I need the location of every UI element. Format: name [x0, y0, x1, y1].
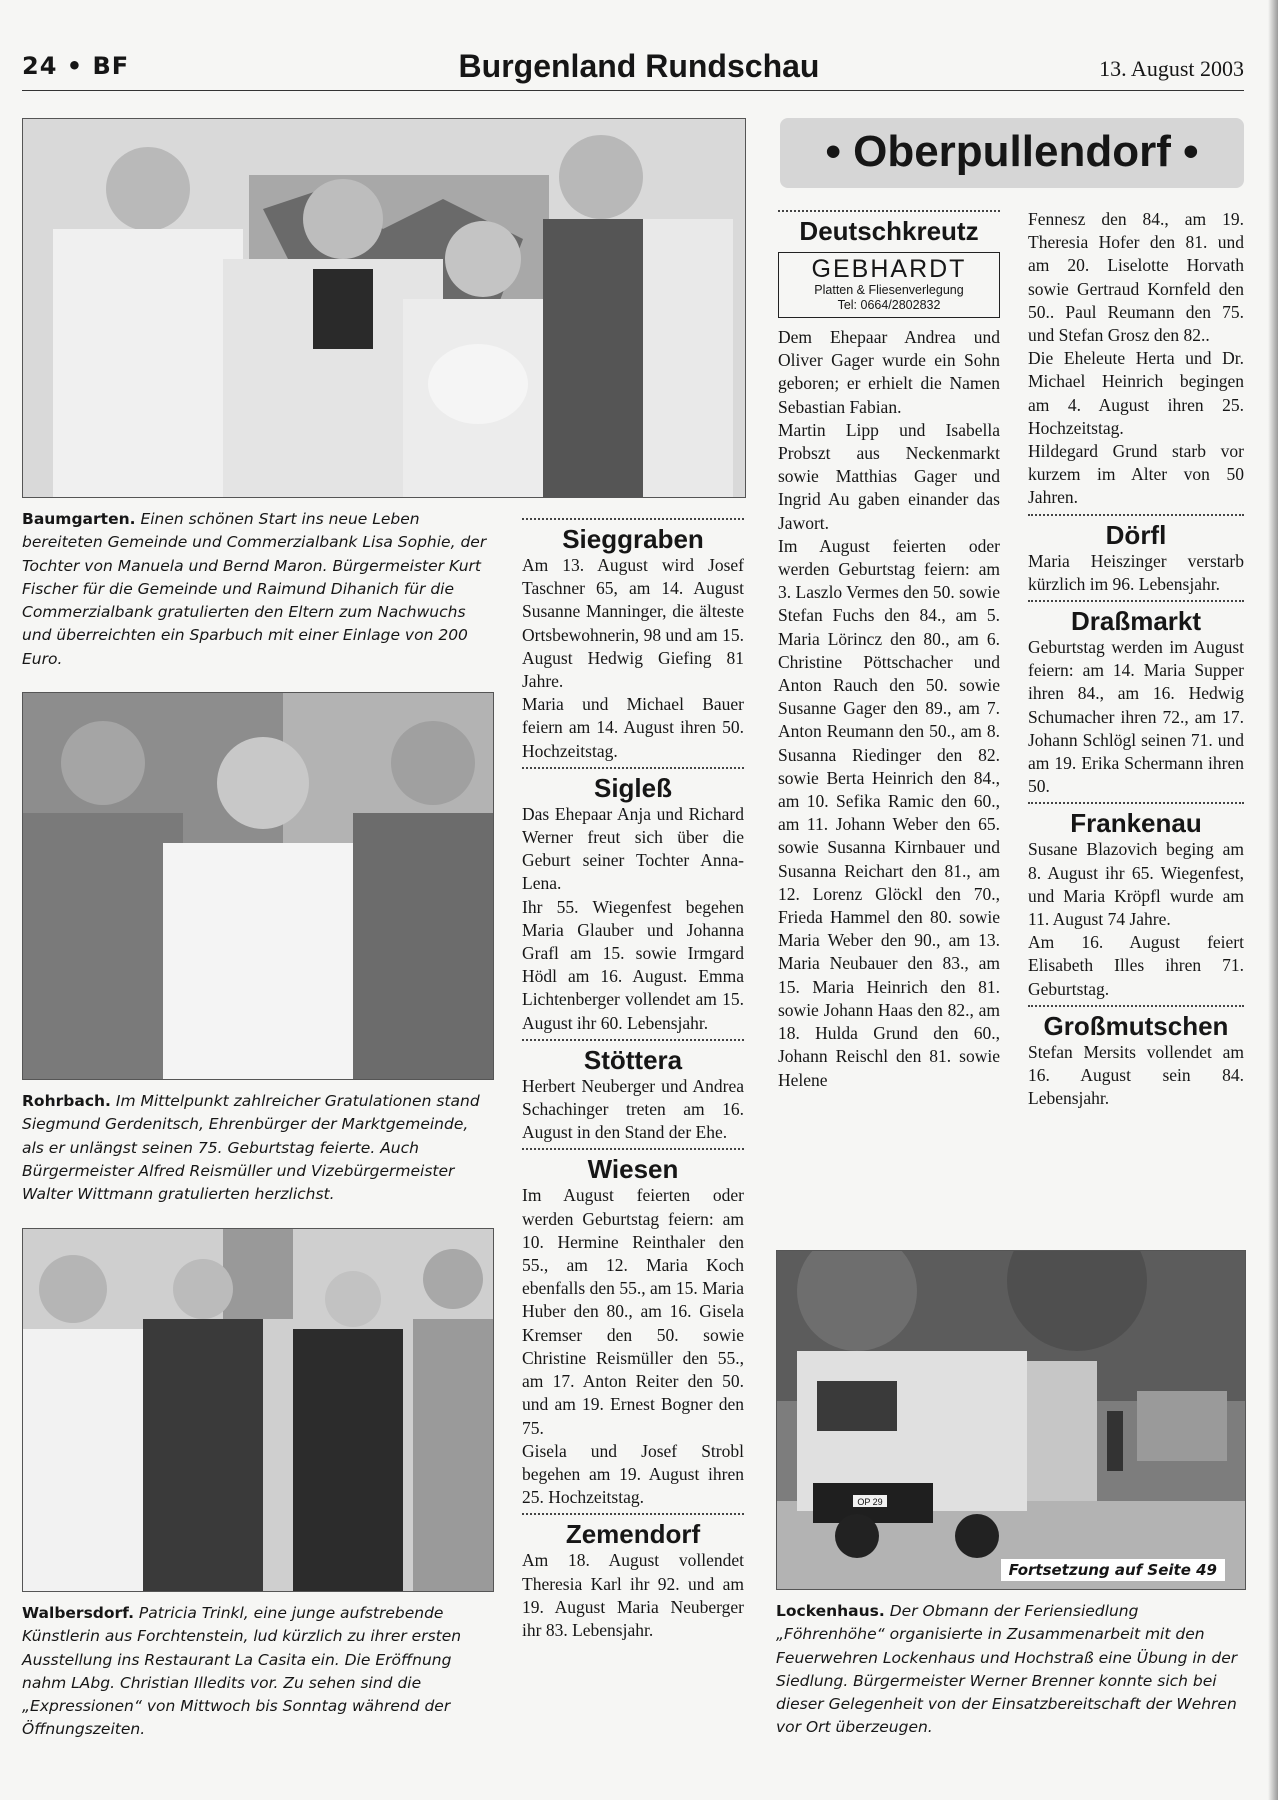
- section-title: Dörfl: [1028, 514, 1244, 550]
- advertisement-gebhardt: [778, 252, 1000, 318]
- paragraph: Stefan Mersits vollendet am 16. August sein 84. Lebensjahr.: [1028, 1041, 1244, 1109]
- paragraph: Die Eheleute Herta und Dr. Michael Heinrich begingen am 4. August ihren 25. Hochzeitstag.: [1028, 348, 1244, 438]
- section-title: Sieggraben: [522, 518, 744, 554]
- region-banner: • Oberpullendorf •: [780, 118, 1244, 188]
- section-title: Großmutschen: [1028, 1005, 1244, 1041]
- photo-rohrbach: [22, 692, 494, 1080]
- section-title: Frankenau: [1028, 802, 1244, 838]
- column-3: [778, 206, 1000, 1092]
- paragraph: Am 13. August wird Josef Taschner 65, am 14. August Susanne Manninger, die älteste Ortsbewohnerin, 98 und am 15. August Hedwig Giefing 81 Jahre.: [522, 555, 744, 692]
- paragraph: Ihr 55. Wiegenfest begehen Maria Glauber und Johanna Grafl am 15. sowie Irmgard Hödl am 16. August. Emma Lichtenberger vollendet am 15. August ihr 60. Lebensjahr.: [522, 896, 744, 1033]
- paragraph: Susane Blazovich beging am 8. August ihr 65. Wiegenfest, und Maria Kröpfl wurde am 11. August 74 Jahre.: [1028, 839, 1244, 930]
- ad-company-name: GEBHARDT: [811, 255, 967, 283]
- issue-date: 13. August 2003: [1099, 56, 1244, 81]
- paragraph: Hildegard Grund starb vor kurzem im Alter von 50 Jahren.: [1028, 441, 1244, 508]
- caption-rohrbach: [22, 1090, 492, 1206]
- paragraph: Herbert Neuberger und Andrea Schachinger treten am 16. August in den Stand der Ehe.: [522, 1075, 744, 1143]
- section-sigless: [522, 767, 744, 1035]
- ad-service: Platten & Fliesenverlegung: [814, 283, 964, 297]
- caption-lockenhaus: [776, 1600, 1244, 1740]
- caption-text: Im Mittelpunkt zahlreicher Gratulationen stand Siegmund Gerdenitsch, Ehrenbürger der Marktgemeinde, als er unlängst seinen 75. Geburtstag feierte. Auch Bürgermeister Alfred Reismüller und Vizebürgermeister Walter Wittmann gratulierten herzlichst.: [22, 1092, 480, 1204]
- photo-baumgarten: [22, 118, 746, 498]
- newspaper-title: Burgenland Rundschau: [458, 48, 820, 84]
- page-number-section: 24 • BF: [22, 52, 130, 80]
- section-drassmarkt: [1028, 600, 1244, 798]
- caption-baumgarten: [22, 508, 492, 671]
- section-title: Draßmarkt: [1028, 600, 1244, 636]
- photo-lockenhaus: [776, 1250, 1246, 1590]
- paragraph: Gisela und Josef Strobl begehen am 19. August ihren 25. Hochzeitstag.: [522, 1440, 744, 1508]
- ad-phone: Tel: 0664/2802832: [837, 298, 941, 312]
- page-edge-shadow: [1268, 0, 1278, 1800]
- section-wiesen: [522, 1148, 744, 1509]
- caption-text: Der Obmann der Feriensiedlung „Föhrenhöhe“ organisierte in Zusammenarbeit mit den Feuerwehren Lockenhaus und Hochstraß eine Übung in der Siedlung. Bürgermeister Werner Brenner konnte sich bei dieser Gelegenheit von der Einsatzbereitschaft der Wehren vor Ort überzeugen.: [776, 1602, 1238, 1737]
- section-title: Zemendorf: [522, 1513, 744, 1549]
- section-stoettera: [522, 1039, 744, 1145]
- paragraph: Am 16. August feiert Elisabeth Illes ihren 71. Geburtstag.: [1028, 932, 1244, 999]
- section-grossmutschen: [1028, 1005, 1244, 1111]
- caption-text: Patricia Trinkl, eine junge aufstrebende Künstlerin aus Forchtenstein, lud kürzlich zu ihrer ersten Ausstellung ins Restaurant La Casita ein. Die Eröffnung nahm LAbg. Christian Illedits vor. Zu sehen sind die „Expressionen“ von Mittwoch bis Sonntag während der Öffnungszeiten.: [22, 1604, 462, 1739]
- paragraph: Martin Lipp und Isabella Probszt aus Neckenmarkt sowie Matthias Gager und Ingrid Au gaben einander das Jawort.: [778, 419, 1000, 533]
- section-zemendorf: [522, 1513, 744, 1642]
- paragraph: Im August feierten oder werden Geburtstag feiern: am 10. Hermine Reinthaler den 55., am 12. Maria Koch ebenfalls den 55., am 15. Maria Huber den 80., am 16. Gisela Kremser den 50. sowie Christine Reismüller den 55., am 17. Anton Reiter den 50. und am 19. Ernest Bogner den 75.: [522, 1185, 744, 1438]
- paragraph: Im August feierten oder werden Geburtstag feiern: am 3. Laszlo Vermes den 50. sowie Stefan Fuchs den 84., am 5. Maria Lörincz den 80., am 6. Christine Pöttschacher und Anton Rauch den 50. sowie Susanne Gager den 89., am 7. Anton Reumann den 50., am 8. Susanna Riedinger den 82. sowie Berta Heinrich den 84., am 10. Sefika Ramic den 60., am 11. Johann Weber den 65. sowie Susanna Kirnbauer und Susanna Reichart den 81., am 12. Lorenz Glöckl den 70., Frieda Hammel den 80. sowie Maria Weber den 90., am 13. Maria Neubauer den 83., am 15. Maria Heinrich den 81. sowie Johann Haas den 82., am 18. Hulda Grund den 60., Johann Reischl den 81. sowie Helene: [778, 535, 1000, 1090]
- caption-place: Lockenhaus.: [776, 1602, 885, 1620]
- caption-place: Baumgarten.: [22, 510, 136, 528]
- column-4: [1028, 208, 1244, 1111]
- license-plate: OP 29: [857, 1497, 883, 1507]
- section-frankenau: [1028, 802, 1244, 1000]
- column-2: [522, 514, 744, 1642]
- caption-text: Einen schönen Start ins neue Leben bereiteten Gemeinde und Commerzialbank Lisa Sophie, der Tochter von Manuela und Bernd Maron. Bürgermeister Kurt Fischer für die Gemeinde und Raimund Dihanich für die Commerzialbank gratulierten den Eltern zum Nachwuchs und überreichten ein Sparbuch mit einer Einlage von 200 Euro.: [22, 510, 487, 668]
- continued-on-page: Fortsetzung auf Seite 49: [1001, 1559, 1225, 1581]
- paragraph: Am 18. August vollendet Theresia Karl ihr 92. und am 19. August Maria Neuberger ihr 83. Lebensjahr.: [522, 1550, 744, 1640]
- section-title-deutschkreutz: Deutschkreutz: [778, 210, 1000, 246]
- paragraph: Fennesz den 84., am 19. Theresia Hofer den 81. und am 20. Liselotte Horvath sowie Gertraud Kornfeld den 50.. Paul Reumann den 75. und Stefan Grosz den 82..: [1028, 209, 1244, 346]
- photo-walbersdorf: [22, 1228, 494, 1592]
- section-title: Sigleß: [522, 767, 744, 803]
- paragraph: Maria Heiszinger verstarb kürzlich im 96. Lebensjahr.: [1028, 550, 1244, 594]
- section-sieggraben: [522, 518, 744, 763]
- paragraph: Dem Ehepaar Andrea und Oliver Gager wurde ein Sohn geboren; er erhielt die Namen Sebastian Fabian.: [778, 327, 1000, 417]
- header-rule: [22, 90, 1244, 91]
- caption-place: Rohrbach.: [22, 1092, 111, 1110]
- caption-place: Walbersdorf.: [22, 1604, 134, 1622]
- section-title: Stöttera: [522, 1039, 744, 1075]
- section-title: Wiesen: [522, 1148, 744, 1184]
- paragraph: Das Ehepaar Anja und Richard Werner freut sich über die Geburt seiner Tochter Anna-Lena.: [522, 803, 744, 894]
- paragraph: Geburtstag werden im August feiern: am 14. Maria Supper ihren 84., am 16. Hedwig Schumacher ihren 72., am 17. Johann Schlögl seinen 71. und am 19. Erika Schermann ihren 50.: [1028, 637, 1244, 797]
- paragraph: Maria und Michael Bauer feiern am 14. August ihren 50. Hochzeitstag.: [522, 694, 744, 761]
- section-doerfl: [1028, 514, 1244, 596]
- caption-walbersdorf: [22, 1602, 492, 1742]
